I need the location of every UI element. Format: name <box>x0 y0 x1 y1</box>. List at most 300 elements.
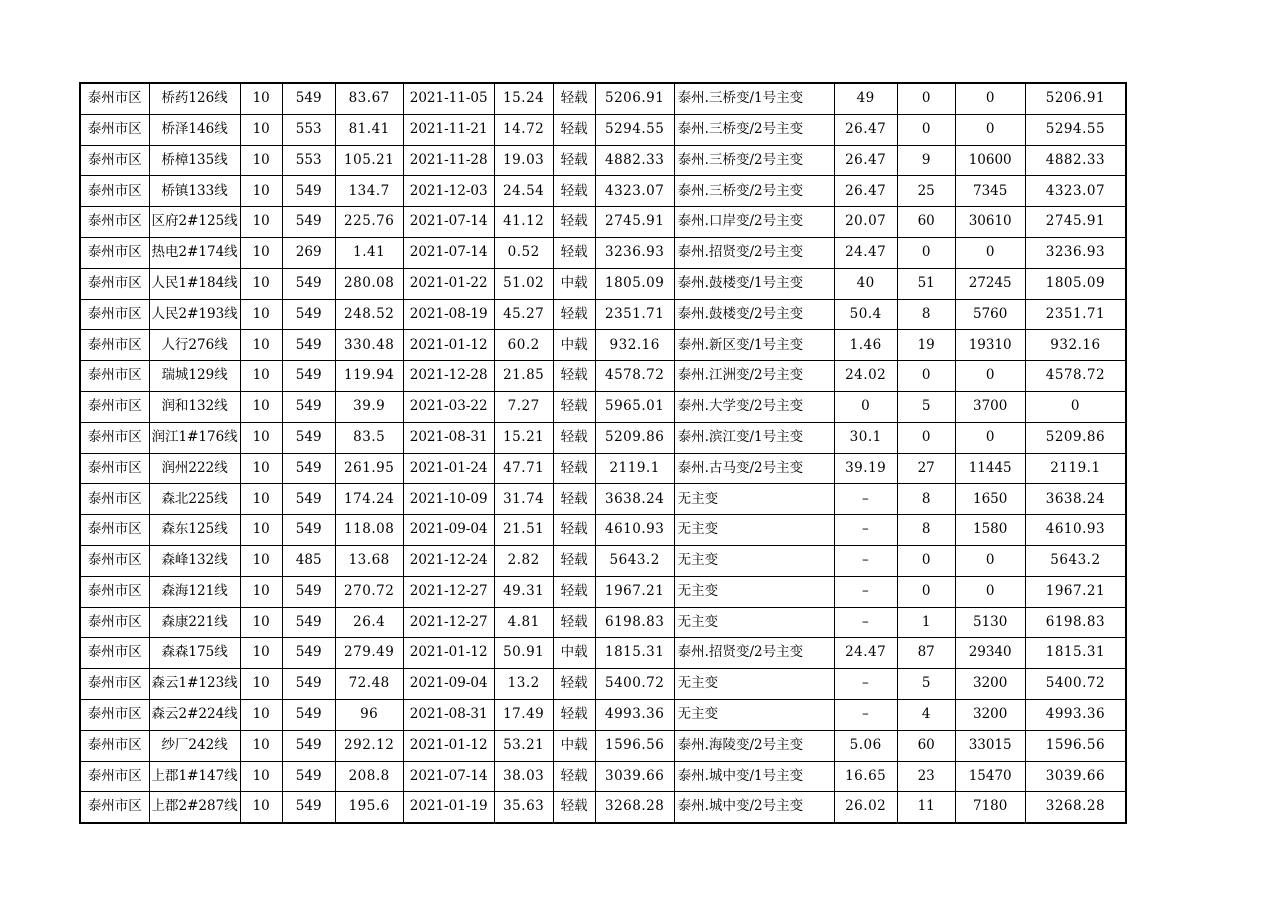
voltage-cell: 10 <box>240 145 282 176</box>
transformer-load-rate-cell: – <box>834 576 897 607</box>
date-cell: 2021-09-04 <box>403 669 494 700</box>
available-capacity-cell: 3236.93 <box>595 237 674 268</box>
date-cell: 2021-12-28 <box>403 361 494 392</box>
transformer-cell: 无主变 <box>674 545 834 576</box>
table-row <box>80 422 1126 453</box>
line-name-cell: 森云2#224线 <box>149 699 240 730</box>
installed-capacity-cell: 3700 <box>955 391 1025 422</box>
capacity-cell: 553 <box>282 145 335 176</box>
date-cell: 2021-12-24 <box>403 545 494 576</box>
available-capacity-cell: 4578.72 <box>595 361 674 392</box>
transformer-load-rate-cell: – <box>834 669 897 700</box>
capacity-cell: 485 <box>282 545 335 576</box>
load-cell: 208.8 <box>335 761 403 792</box>
load-status-cell: 轻载 <box>553 237 595 268</box>
transformer-cell: 泰州.海陵变/2号主变 <box>674 730 834 761</box>
load-rate-cell: 21.51 <box>494 515 553 546</box>
voltage-cell: 10 <box>240 114 282 145</box>
load-rate-cell: 35.63 <box>494 792 553 823</box>
capacity-cell: 549 <box>282 730 335 761</box>
customer-count-cell: 9 <box>897 145 955 176</box>
line-name-cell: 桥镇133线 <box>149 176 240 207</box>
date-cell: 2021-10-09 <box>403 484 494 515</box>
table-row <box>80 237 1126 268</box>
transformer-cell: 无主变 <box>674 607 834 638</box>
table-row <box>80 145 1126 176</box>
load-rate-cell: 4.81 <box>494 607 553 638</box>
table-row <box>80 268 1126 299</box>
date-cell: 2021-07-14 <box>403 207 494 238</box>
load-rate-cell: 0.52 <box>494 237 553 268</box>
date-cell: 2021-09-04 <box>403 515 494 546</box>
load-status-cell: 轻载 <box>553 761 595 792</box>
final-capacity-cell: 4882.33 <box>1025 145 1126 176</box>
voltage-cell: 10 <box>240 268 282 299</box>
final-capacity-cell: 6198.83 <box>1025 607 1126 638</box>
voltage-cell: 10 <box>240 176 282 207</box>
voltage-cell: 10 <box>240 237 282 268</box>
table-row <box>80 453 1126 484</box>
transformer-cell: 泰州.大学变/2号主变 <box>674 391 834 422</box>
line-name-cell: 人行276线 <box>149 330 240 361</box>
line-name-cell: 热电2#174线 <box>149 237 240 268</box>
installed-capacity-cell: 27245 <box>955 268 1025 299</box>
table-row <box>80 638 1126 669</box>
line-load-table <box>79 82 1127 824</box>
line-name-cell: 森森175线 <box>149 638 240 669</box>
transformer-cell: 泰州.城中变/1号主变 <box>674 761 834 792</box>
load-status-cell: 轻载 <box>553 361 595 392</box>
available-capacity-cell: 5294.55 <box>595 114 674 145</box>
line-name-cell: 森康221线 <box>149 607 240 638</box>
final-capacity-cell: 5294.55 <box>1025 114 1126 145</box>
available-capacity-cell: 5643.2 <box>595 545 674 576</box>
customer-count-cell: 60 <box>897 207 955 238</box>
load-cell: 330.48 <box>335 330 403 361</box>
installed-capacity-cell: 0 <box>955 576 1025 607</box>
date-cell: 2021-01-12 <box>403 638 494 669</box>
final-capacity-cell: 1805.09 <box>1025 268 1126 299</box>
capacity-cell: 549 <box>282 330 335 361</box>
installed-capacity-cell: 3200 <box>955 669 1025 700</box>
customer-count-cell: 25 <box>897 176 955 207</box>
table-row <box>80 515 1126 546</box>
customer-count-cell: 23 <box>897 761 955 792</box>
load-rate-cell: 19.03 <box>494 145 553 176</box>
final-capacity-cell: 2351.71 <box>1025 299 1126 330</box>
district-cell: 泰州市区 <box>80 453 149 484</box>
line-name-cell: 润州222线 <box>149 453 240 484</box>
table-row <box>80 792 1126 823</box>
available-capacity-cell: 5400.72 <box>595 669 674 700</box>
line-name-cell: 区府2#125线 <box>149 207 240 238</box>
transformer-load-rate-cell: 30.1 <box>834 422 897 453</box>
installed-capacity-cell: 0 <box>955 237 1025 268</box>
load-status-cell: 轻载 <box>553 83 595 114</box>
district-cell: 泰州市区 <box>80 607 149 638</box>
transformer-cell: 无主变 <box>674 515 834 546</box>
district-cell: 泰州市区 <box>80 422 149 453</box>
district-cell: 泰州市区 <box>80 638 149 669</box>
line-name-cell: 桥药126线 <box>149 83 240 114</box>
final-capacity-cell: 4578.72 <box>1025 361 1126 392</box>
district-cell: 泰州市区 <box>80 114 149 145</box>
date-cell: 2021-12-27 <box>403 607 494 638</box>
installed-capacity-cell: 29340 <box>955 638 1025 669</box>
capacity-cell: 549 <box>282 268 335 299</box>
load-status-cell: 轻载 <box>553 422 595 453</box>
capacity-cell: 549 <box>282 761 335 792</box>
transformer-cell: 泰州.三桥变/2号主变 <box>674 114 834 145</box>
transformer-load-rate-cell: 26.02 <box>834 792 897 823</box>
load-status-cell: 轻载 <box>553 515 595 546</box>
available-capacity-cell: 4993.36 <box>595 699 674 730</box>
district-cell: 泰州市区 <box>80 515 149 546</box>
transformer-cell: 泰州.滨江变/1号主变 <box>674 422 834 453</box>
load-status-cell: 轻载 <box>553 453 595 484</box>
date-cell: 2021-11-28 <box>403 145 494 176</box>
available-capacity-cell: 3638.24 <box>595 484 674 515</box>
load-status-cell: 中载 <box>553 268 595 299</box>
voltage-cell: 10 <box>240 607 282 638</box>
load-rate-cell: 49.31 <box>494 576 553 607</box>
capacity-cell: 549 <box>282 176 335 207</box>
table-body <box>80 83 1126 823</box>
installed-capacity-cell: 30610 <box>955 207 1025 238</box>
transformer-cell: 泰州.三桥变/2号主变 <box>674 145 834 176</box>
table-row <box>80 484 1126 515</box>
transformer-cell: 无主变 <box>674 576 834 607</box>
load-cell: 13.68 <box>335 545 403 576</box>
load-cell: 83.67 <box>335 83 403 114</box>
load-status-cell: 轻载 <box>553 669 595 700</box>
available-capacity-cell: 2119.1 <box>595 453 674 484</box>
district-cell: 泰州市区 <box>80 299 149 330</box>
transformer-cell: 无主变 <box>674 669 834 700</box>
customer-count-cell: 5 <box>897 669 955 700</box>
load-cell: 261.95 <box>335 453 403 484</box>
final-capacity-cell: 932.16 <box>1025 330 1126 361</box>
load-cell: 270.72 <box>335 576 403 607</box>
voltage-cell: 10 <box>240 330 282 361</box>
voltage-cell: 10 <box>240 299 282 330</box>
district-cell: 泰州市区 <box>80 792 149 823</box>
customer-count-cell: 4 <box>897 699 955 730</box>
load-status-cell: 中载 <box>553 638 595 669</box>
transformer-load-rate-cell: 5.06 <box>834 730 897 761</box>
load-status-cell: 轻载 <box>553 484 595 515</box>
customer-count-cell: 0 <box>897 361 955 392</box>
load-cell: 83.5 <box>335 422 403 453</box>
installed-capacity-cell: 11445 <box>955 453 1025 484</box>
voltage-cell: 10 <box>240 730 282 761</box>
load-cell: 1.41 <box>335 237 403 268</box>
load-cell: 105.21 <box>335 145 403 176</box>
final-capacity-cell: 2119.1 <box>1025 453 1126 484</box>
load-status-cell: 中载 <box>553 330 595 361</box>
capacity-cell: 553 <box>282 114 335 145</box>
final-capacity-cell: 5643.2 <box>1025 545 1126 576</box>
final-capacity-cell: 3268.28 <box>1025 792 1126 823</box>
installed-capacity-cell: 0 <box>955 361 1025 392</box>
load-rate-cell: 13.2 <box>494 669 553 700</box>
date-cell: 2021-11-21 <box>403 114 494 145</box>
line-name-cell: 森海121线 <box>149 576 240 607</box>
load-cell: 225.76 <box>335 207 403 238</box>
capacity-cell: 549 <box>282 699 335 730</box>
date-cell: 2021-01-12 <box>403 730 494 761</box>
line-name-cell: 桥樟135线 <box>149 145 240 176</box>
table-row <box>80 391 1126 422</box>
available-capacity-cell: 6198.83 <box>595 607 674 638</box>
load-rate-cell: 53.21 <box>494 730 553 761</box>
voltage-cell: 10 <box>240 545 282 576</box>
installed-capacity-cell: 0 <box>955 545 1025 576</box>
table-row <box>80 361 1126 392</box>
capacity-cell: 549 <box>282 391 335 422</box>
installed-capacity-cell: 3200 <box>955 699 1025 730</box>
customer-count-cell: 27 <box>897 453 955 484</box>
load-cell: 119.94 <box>335 361 403 392</box>
table-row <box>80 699 1126 730</box>
final-capacity-cell: 2745.91 <box>1025 207 1126 238</box>
installed-capacity-cell: 0 <box>955 422 1025 453</box>
load-cell: 280.08 <box>335 268 403 299</box>
voltage-cell: 10 <box>240 699 282 730</box>
district-cell: 泰州市区 <box>80 268 149 299</box>
available-capacity-cell: 5206.91 <box>595 83 674 114</box>
line-name-cell: 瑞城129线 <box>149 361 240 392</box>
table-row <box>80 330 1126 361</box>
final-capacity-cell: 3236.93 <box>1025 237 1126 268</box>
load-rate-cell: 14.72 <box>494 114 553 145</box>
table-row <box>80 730 1126 761</box>
customer-count-cell: 0 <box>897 422 955 453</box>
district-cell: 泰州市区 <box>80 761 149 792</box>
capacity-cell: 549 <box>282 453 335 484</box>
capacity-cell: 549 <box>282 484 335 515</box>
final-capacity-cell: 3638.24 <box>1025 484 1126 515</box>
voltage-cell: 10 <box>240 576 282 607</box>
voltage-cell: 10 <box>240 515 282 546</box>
available-capacity-cell: 5965.01 <box>595 391 674 422</box>
installed-capacity-cell: 5760 <box>955 299 1025 330</box>
final-capacity-cell: 5209.86 <box>1025 422 1126 453</box>
line-name-cell: 润江1#176线 <box>149 422 240 453</box>
transformer-load-rate-cell: – <box>834 699 897 730</box>
transformer-load-rate-cell: 24.02 <box>834 361 897 392</box>
final-capacity-cell: 1815.31 <box>1025 638 1126 669</box>
voltage-cell: 10 <box>240 391 282 422</box>
date-cell: 2021-07-14 <box>403 237 494 268</box>
capacity-cell: 549 <box>282 207 335 238</box>
line-name-cell: 上郡2#287线 <box>149 792 240 823</box>
load-cell: 39.9 <box>335 391 403 422</box>
customer-count-cell: 11 <box>897 792 955 823</box>
date-cell: 2021-12-03 <box>403 176 494 207</box>
load-cell: 96 <box>335 699 403 730</box>
load-rate-cell: 60.2 <box>494 330 553 361</box>
transformer-cell: 泰州.城中变/2号主变 <box>674 792 834 823</box>
available-capacity-cell: 1596.56 <box>595 730 674 761</box>
voltage-cell: 10 <box>240 361 282 392</box>
date-cell: 2021-11-05 <box>403 83 494 114</box>
available-capacity-cell: 4323.07 <box>595 176 674 207</box>
line-name-cell: 人民1#184线 <box>149 268 240 299</box>
customer-count-cell: 87 <box>897 638 955 669</box>
load-status-cell: 轻载 <box>553 699 595 730</box>
date-cell: 2021-08-19 <box>403 299 494 330</box>
load-status-cell: 轻载 <box>553 145 595 176</box>
date-cell: 2021-08-31 <box>403 699 494 730</box>
load-status-cell: 轻载 <box>553 391 595 422</box>
transformer-cell: 泰州.口岸变/2号主变 <box>674 207 834 238</box>
transformer-cell: 泰州.三桥变/1号主变 <box>674 83 834 114</box>
transformer-cell: 泰州.江洲变/2号主变 <box>674 361 834 392</box>
load-cell: 72.48 <box>335 669 403 700</box>
district-cell: 泰州市区 <box>80 730 149 761</box>
load-status-cell: 轻载 <box>553 576 595 607</box>
customer-count-cell: 51 <box>897 268 955 299</box>
available-capacity-cell: 1815.31 <box>595 638 674 669</box>
table-row <box>80 114 1126 145</box>
district-cell: 泰州市区 <box>80 545 149 576</box>
load-rate-cell: 15.21 <box>494 422 553 453</box>
final-capacity-cell: 1967.21 <box>1025 576 1126 607</box>
final-capacity-cell: 4993.36 <box>1025 699 1126 730</box>
transformer-load-rate-cell: 26.47 <box>834 176 897 207</box>
load-rate-cell: 7.27 <box>494 391 553 422</box>
transformer-load-rate-cell: 40 <box>834 268 897 299</box>
line-name-cell: 润和132线 <box>149 391 240 422</box>
line-name-cell: 森北225线 <box>149 484 240 515</box>
voltage-cell: 10 <box>240 669 282 700</box>
installed-capacity-cell: 10600 <box>955 145 1025 176</box>
final-capacity-cell: 5206.91 <box>1025 83 1126 114</box>
load-status-cell: 轻载 <box>553 207 595 238</box>
available-capacity-cell: 3039.66 <box>595 761 674 792</box>
voltage-cell: 10 <box>240 792 282 823</box>
district-cell: 泰州市区 <box>80 484 149 515</box>
table-row <box>80 207 1126 238</box>
line-name-cell: 森峰132线 <box>149 545 240 576</box>
customer-count-cell: 8 <box>897 484 955 515</box>
transformer-cell: 泰州.新区变/1号主变 <box>674 330 834 361</box>
load-rate-cell: 17.49 <box>494 699 553 730</box>
load-cell: 248.52 <box>335 299 403 330</box>
installed-capacity-cell: 7180 <box>955 792 1025 823</box>
voltage-cell: 10 <box>240 207 282 238</box>
voltage-cell: 10 <box>240 422 282 453</box>
table-row <box>80 176 1126 207</box>
capacity-cell: 549 <box>282 792 335 823</box>
voltage-cell: 10 <box>240 83 282 114</box>
district-cell: 泰州市区 <box>80 361 149 392</box>
district-cell: 泰州市区 <box>80 330 149 361</box>
load-rate-cell: 45.27 <box>494 299 553 330</box>
voltage-cell: 10 <box>240 761 282 792</box>
final-capacity-cell: 5400.72 <box>1025 669 1126 700</box>
available-capacity-cell: 4610.93 <box>595 515 674 546</box>
customer-count-cell: 5 <box>897 391 955 422</box>
transformer-cell: 无主变 <box>674 484 834 515</box>
load-status-cell: 中载 <box>553 730 595 761</box>
date-cell: 2021-01-19 <box>403 792 494 823</box>
table-row <box>80 576 1126 607</box>
load-rate-cell: 15.24 <box>494 83 553 114</box>
district-cell: 泰州市区 <box>80 576 149 607</box>
capacity-cell: 549 <box>282 422 335 453</box>
capacity-cell: 549 <box>282 576 335 607</box>
capacity-cell: 549 <box>282 361 335 392</box>
line-name-cell: 森云1#123线 <box>149 669 240 700</box>
load-status-cell: 轻载 <box>553 114 595 145</box>
customer-count-cell: 8 <box>897 299 955 330</box>
district-cell: 泰州市区 <box>80 83 149 114</box>
line-name-cell: 人民2#193线 <box>149 299 240 330</box>
line-name-cell: 纱厂242线 <box>149 730 240 761</box>
installed-capacity-cell: 7345 <box>955 176 1025 207</box>
transformer-load-rate-cell: 0 <box>834 391 897 422</box>
transformer-load-rate-cell: 50.4 <box>834 299 897 330</box>
table-row <box>80 545 1126 576</box>
load-cell: 174.24 <box>335 484 403 515</box>
transformer-cell: 泰州.三桥变/2号主变 <box>674 176 834 207</box>
available-capacity-cell: 2351.71 <box>595 299 674 330</box>
transformer-cell: 无主变 <box>674 699 834 730</box>
line-name-cell: 桥泽146线 <box>149 114 240 145</box>
load-cell: 118.08 <box>335 515 403 546</box>
final-capacity-cell: 3039.66 <box>1025 761 1126 792</box>
load-cell: 292.12 <box>335 730 403 761</box>
load-status-cell: 轻载 <box>553 607 595 638</box>
transformer-load-rate-cell: 20.07 <box>834 207 897 238</box>
district-cell: 泰州市区 <box>80 699 149 730</box>
available-capacity-cell: 3268.28 <box>595 792 674 823</box>
customer-count-cell: 19 <box>897 330 955 361</box>
load-rate-cell: 31.74 <box>494 484 553 515</box>
available-capacity-cell: 932.16 <box>595 330 674 361</box>
district-cell: 泰州市区 <box>80 391 149 422</box>
available-capacity-cell: 1805.09 <box>595 268 674 299</box>
load-rate-cell: 50.91 <box>494 638 553 669</box>
installed-capacity-cell: 0 <box>955 114 1025 145</box>
date-cell: 2021-01-12 <box>403 330 494 361</box>
district-cell: 泰州市区 <box>80 207 149 238</box>
capacity-cell: 549 <box>282 299 335 330</box>
available-capacity-cell: 1967.21 <box>595 576 674 607</box>
transformer-cell: 泰州.招贤变/2号主变 <box>674 237 834 268</box>
district-cell: 泰州市区 <box>80 669 149 700</box>
load-rate-cell: 38.03 <box>494 761 553 792</box>
final-capacity-cell: 1596.56 <box>1025 730 1126 761</box>
load-status-cell: 轻载 <box>553 792 595 823</box>
customer-count-cell: 0 <box>897 237 955 268</box>
date-cell: 2021-08-31 <box>403 422 494 453</box>
load-rate-cell: 21.85 <box>494 361 553 392</box>
customer-count-cell: 1 <box>897 607 955 638</box>
table-row <box>80 83 1126 114</box>
transformer-load-rate-cell: – <box>834 484 897 515</box>
transformer-cell: 泰州.招贤变/2号主变 <box>674 638 834 669</box>
final-capacity-cell: 4610.93 <box>1025 515 1126 546</box>
load-status-cell: 轻载 <box>553 176 595 207</box>
capacity-cell: 549 <box>282 638 335 669</box>
date-cell: 2021-01-22 <box>403 268 494 299</box>
load-status-cell: 轻载 <box>553 299 595 330</box>
table-row <box>80 761 1126 792</box>
transformer-load-rate-cell: – <box>834 545 897 576</box>
